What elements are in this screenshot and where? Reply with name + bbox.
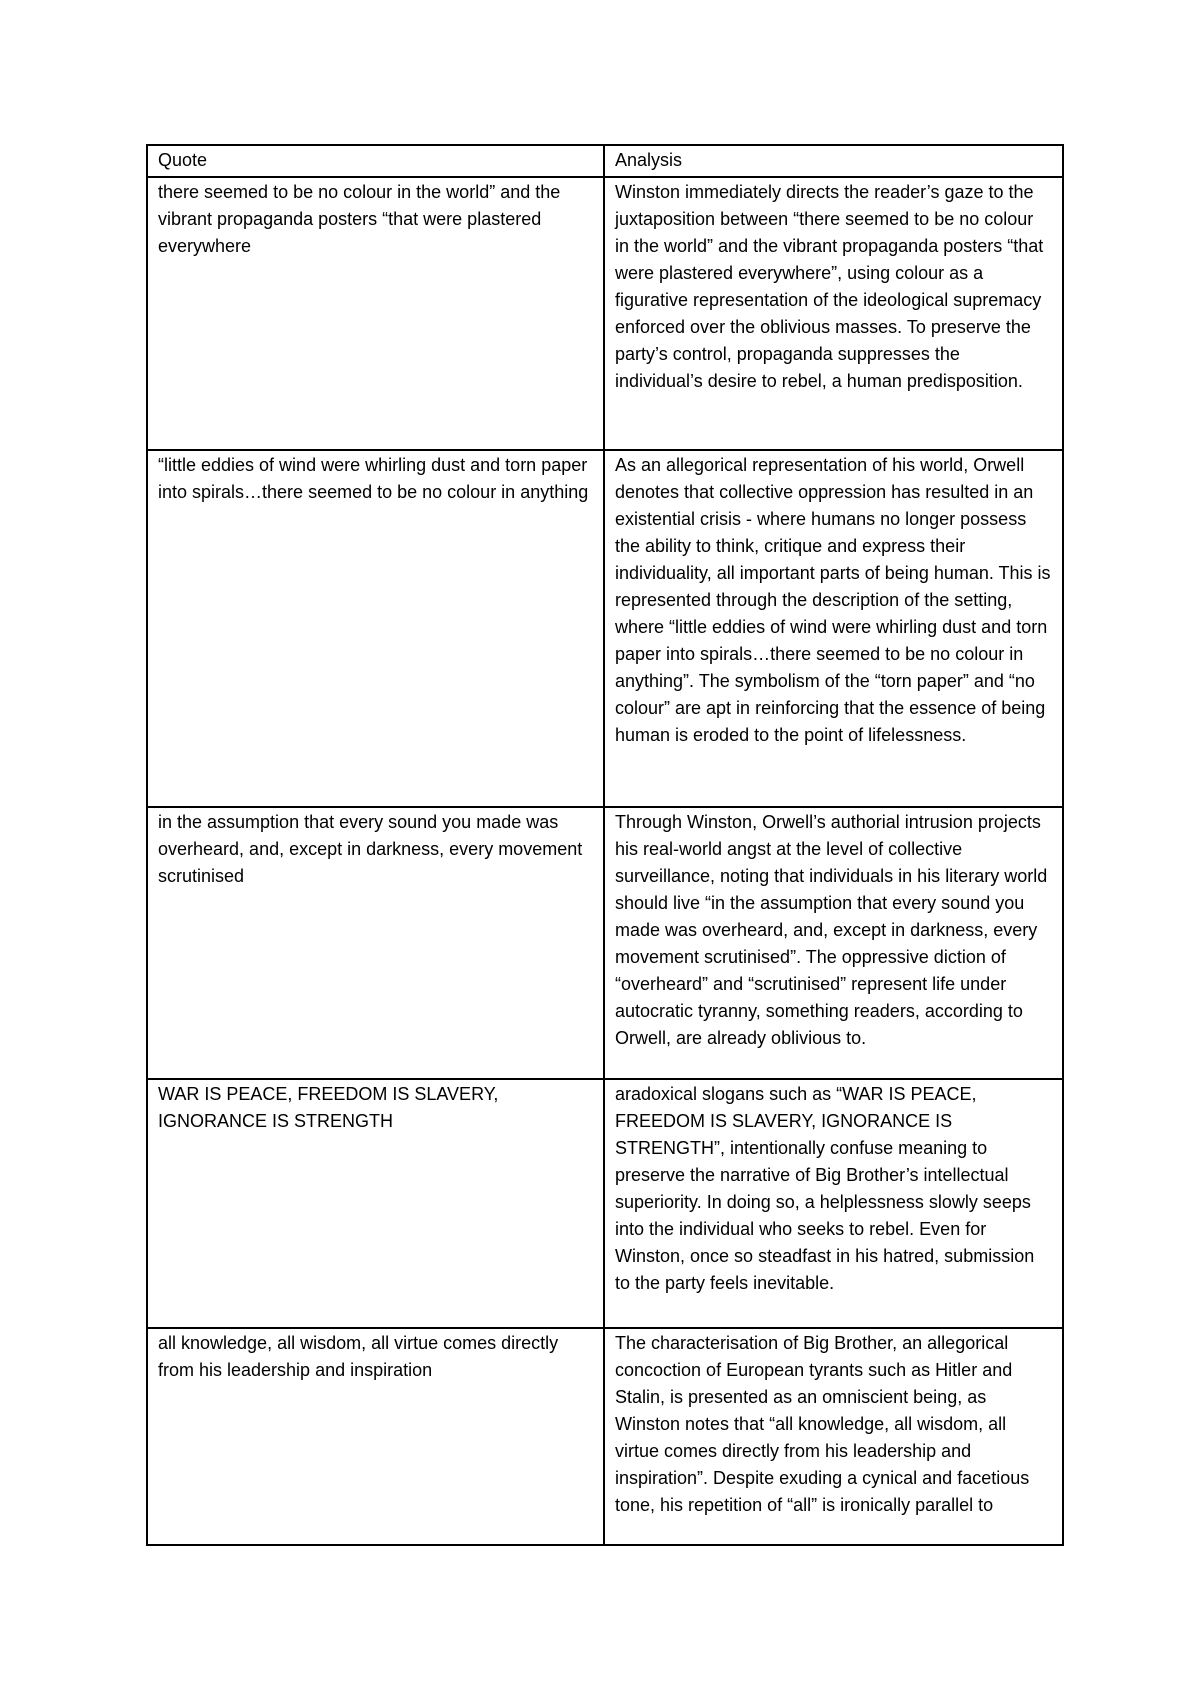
analysis-cell: The characterisation of Big Brother, an allegorical concoction of European tyrants such as Hitler and Stalin, is presented as an omniscient being, as Winston notes that “all knowledge, all wisdom, all virtue comes directly from his leadership and inspiration”. Despite exuding a cynical and facetious tone, his repetition of “all” is ironically parallel to bbox=[604, 1328, 1063, 1545]
table-header-row bbox=[147, 145, 1063, 177]
quote-column-header: Quote bbox=[147, 145, 604, 177]
table-row bbox=[147, 450, 1063, 807]
table-row bbox=[147, 1328, 1063, 1545]
analysis-cell: aradoxical slogans such as “WAR IS PEACE, FREEDOM IS SLAVERY, IGNORANCE IS STRENGTH”, intentionally confuse meaning to preserve the narrative of Big Brother’s intellectual superiority. In doing so, a helplessness slowly seeps into the individual who seeks to rebel. Even for Winston, once so steadfast in his hatred, submission to the party feels inevitable. bbox=[604, 1079, 1063, 1328]
quote-cell: there seemed to be no colour in the world” and the vibrant propaganda posters “that were plastered everywhere bbox=[147, 177, 604, 450]
analysis-cell: Winston immediately directs the reader’s gaze to the juxtaposition between “there seemed to be no colour in the world” and the vibrant propaganda posters “that were plastered everywhere”, using colour as a figurative representation of the ideological supremacy enforced over the oblivious masses. To preserve the party’s control, propaganda suppresses the individual’s desire to rebel, a human predisposition. bbox=[604, 177, 1063, 450]
table-row bbox=[147, 1079, 1063, 1328]
table-row bbox=[147, 807, 1063, 1079]
quote-analysis-table bbox=[146, 144, 1064, 1546]
table-row bbox=[147, 177, 1063, 450]
quote-cell: “little eddies of wind were whirling dust and torn paper into spirals…there seemed to be no colour in anything bbox=[147, 450, 604, 807]
analysis-cell: As an allegorical representation of his world, Orwell denotes that collective oppression has resulted in an existential crisis - where humans no longer possess the ability to think, critique and express their individuality, all important parts of being human. This is represented through the description of the setting, where “little eddies of wind were whirling dust and torn paper into spirals…there seemed to be no colour in anything”. The symbolism of the “torn paper” and “no colour” are apt in reinforcing that the essence of being human is eroded to the point of lifelessness. bbox=[604, 450, 1063, 807]
analysis-cell: Through Winston, Orwell’s authorial intrusion projects his real-world angst at the level of collective surveillance, noting that individuals in his literary world should live “in the assumption that every sound you made was overheard, and, except in darkness, every movement scrutinised”. The oppressive diction of “overheard” and “scrutinised” represent life under autocratic tyranny, something readers, according to Orwell, are already oblivious to. bbox=[604, 807, 1063, 1079]
quote-cell: WAR IS PEACE, FREEDOM IS SLAVERY, IGNORANCE IS STRENGTH bbox=[147, 1079, 604, 1328]
analysis-column-header: Analysis bbox=[604, 145, 1063, 177]
quote-cell: all knowledge, all wisdom, all virtue comes directly from his leadership and inspiration bbox=[147, 1328, 604, 1545]
quote-cell: in the assumption that every sound you made was overheard, and, except in darkness, every movement scrutinised bbox=[147, 807, 604, 1079]
